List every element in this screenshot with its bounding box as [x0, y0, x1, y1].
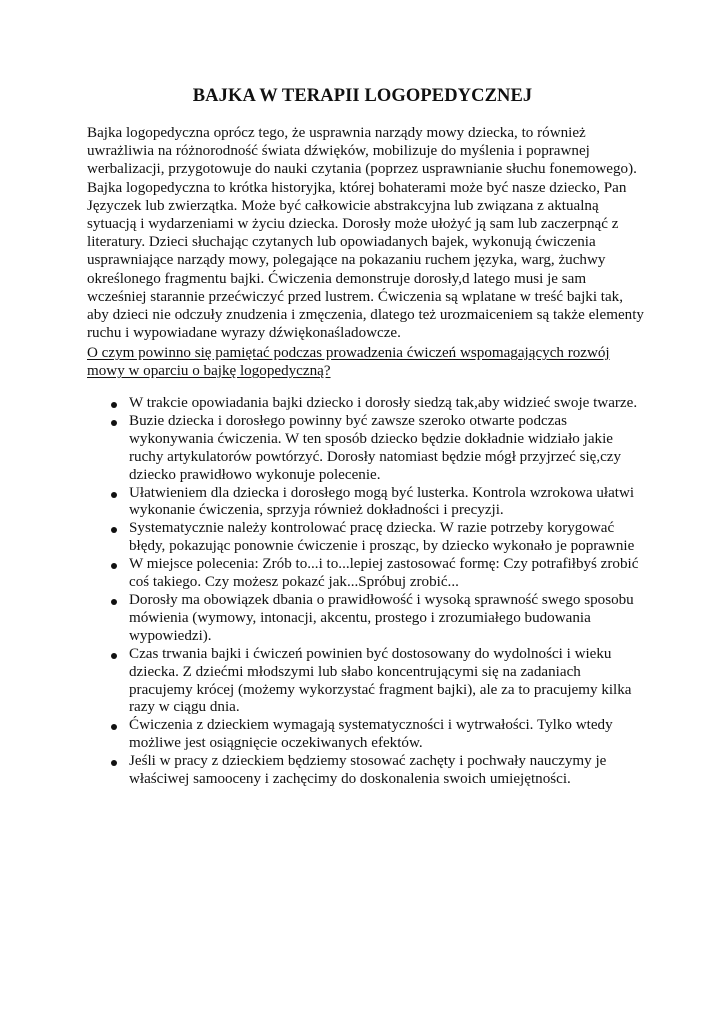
- bullet-list: [108, 395, 648, 789]
- section-heading: O czym powinno się pamiętać podczas prowadzenia ćwiczeń wspomagających rozwój mowy w oparciu o bajkę logopedyczną?: [87, 345, 610, 380]
- list-item-text: Czas trwania bajki i ćwiczeń powinien być dostosowany do wydolności i wieku dziecka. Z dziećmi młodszymi lub słabo koncentrującymi się na zadaniach pracujemy krócej (możemy wykorzystać fragment bajki), ale za to pracujemy kilka razy w ciągu dnia.: [129, 645, 632, 716]
- bullet-icon: [111, 420, 117, 426]
- list-item-text: W miejsce polecenia: Zrób to...i to...lepiej zastosować formę: Czy potrafiłbyś zrobić coś takiego. Czy możesz pokazć jak...Spróbuj zrobić...: [129, 556, 639, 591]
- list-item: [108, 556, 648, 592]
- intro-paragraph: Bajka logopedyczna oprócz tego, że usprawnia narządy mowy dziecka, to również uwrażliwia na różnorodność świata dźwięków, mobilizuje do myślenia i poprawnej werbalizacji, przygotowuje do nauki czytania (poprzez usprawnianie słuchu fonemowego). Bajka logopedyczna to krótka historyjka, której bohaterami może być nasze dziecko, Pan Języczek lub zwierzątka. Może być całkowicie abstrakcyjna lub związana z aktualną sytuacją i wydarzeniami w życiu dziecka. Dorosły może ułożyć ją sam lub zaczerpnąć z literatury. Dzieci słuchając czytanych lub opowiadanych bajek, wykonują ćwiczenia usprawniające narządy mowy, polegające na pokazaniu ruchem języka, warg, żuchwy określonego fragmentu bajki. Ćwiczenia demonstruje dorosły,d latego musi je sam wcześniej starannie przećwiczyć przed lustrem. Ćwiczenia są wplatane w treść bajki tak, aby dzieci nie odczuły znudzenia i zmęczenia, dlatego też urozmaiceniem są także elementy ruchu i wypowiadane wyrazy dźwiękonaśladowcze.: [87, 125, 644, 342]
- bullet-icon: [111, 527, 117, 533]
- bullet-icon: [111, 563, 117, 569]
- list-item: [108, 520, 648, 556]
- page-title: BAJKA W TERAPII LOGOPEDYCZNEJ: [192, 86, 533, 106]
- list-item: [108, 646, 648, 718]
- list-item-text: Jeśli w pracy z dzieckiem będziemy stosować zachęty i pochwały nauczymy je właściwej samooceny i zachęcimy do doskonalenia swoich umiejętności.: [129, 753, 607, 788]
- bullet-icon: [111, 760, 117, 766]
- bullet-icon: [111, 599, 117, 605]
- list-item-text: Buzie dziecka i dorosłego powinny być zawsze szeroko otwarte podczas wykonywania ćwiczenia. W ten sposób dziecko będzie dokładnie widziało jakie ruchy artykulatorów powtórzyć. Dorosły natomiast będzie mógł przyjrzeć się,czy dziecko prawidłowo wykonuje polecenie.: [129, 412, 622, 483]
- bullet-icon: [111, 492, 117, 498]
- list-item: [108, 395, 648, 413]
- list-item-text: Ułatwieniem dla dziecka i dorosłego mogą być lusterka. Kontrola wzrokowa ułatwi wykonanie ćwiczenia, sprzyja również dokładności i precyzji.: [129, 484, 635, 519]
- bullet-icon: [111, 724, 117, 730]
- list-item-text: W trakcie opowiadania bajki dziecko i dorosły siedzą tak,aby widzieć swoje twarze.: [129, 395, 638, 411]
- list-item: [108, 717, 648, 753]
- bullet-icon: [111, 653, 117, 659]
- list-item-text: Dorosły ma obowiązek dbania o prawidłowość i wysoką sprawność swego sposobu mówienia (wymowy, intonacji, akcentu, prostego i zrozumiałego budowania wypowiedzi).: [129, 591, 634, 644]
- list-item: [108, 485, 648, 521]
- list-item-text: Ćwiczenia z dzieckiem wymagają systematyczności i wytrwałości. Tylko wtedy możliwe jest osiągnięcie oczekiwanych efektów.: [129, 717, 613, 752]
- list-item: [108, 413, 648, 485]
- list-item: [108, 753, 648, 789]
- bullet-icon: [111, 402, 117, 408]
- list-item-text: Systematycznie należy kontrolować pracę dziecka. W razie potrzeby korygować błędy, pokazując ponownie ćwiczenie i prosząc, by dziecko wykonało je poprawnie: [129, 520, 635, 555]
- list-item: [108, 592, 648, 646]
